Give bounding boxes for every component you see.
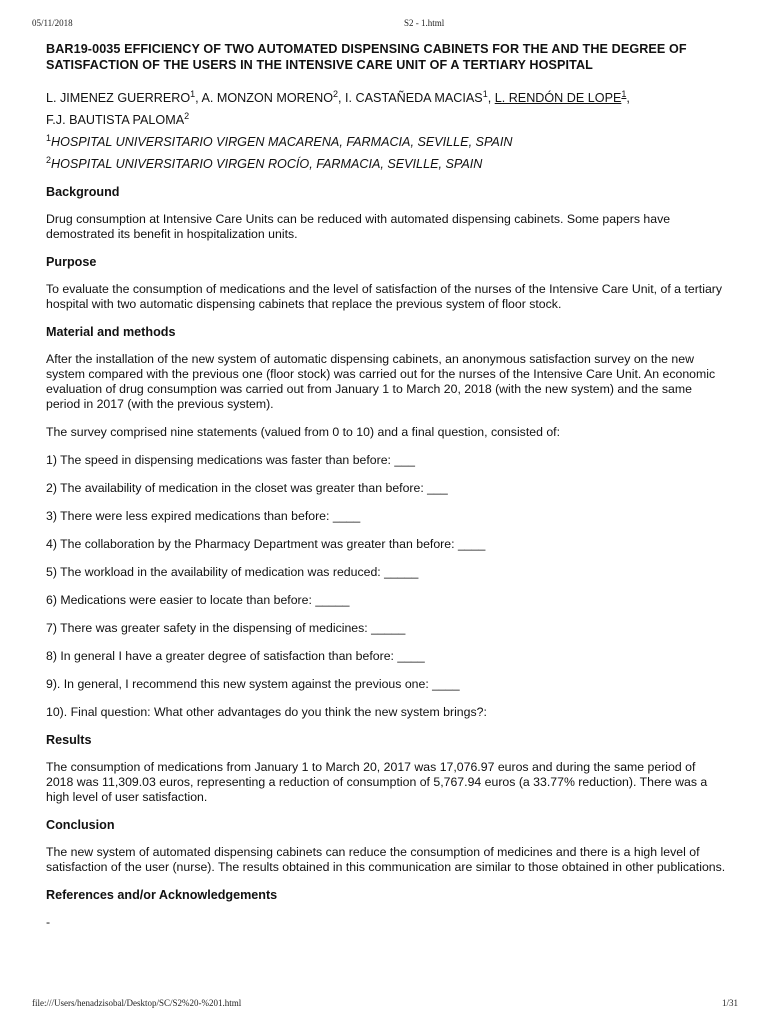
affiliation: $^2$HOSPITAL UNIVERSITARIO VIRGEN ROCÍO, FARMACIA, SEVILLE, SPAIN [46,155,483,171]
purpose-heading: Purpose [46,255,97,269]
survey-question: 8) In general I have a greater degree of satisfaction than before: ____ [46,649,425,663]
author: L. JIMENEZ GUERRERO$^1$, [46,89,202,105]
methods-heading: Material and methods [46,325,176,339]
survey-question: 10). Final question: What other advantages do you think the new system brings?: [46,705,487,719]
methods-text: After the installation of the new system of automatic dispensing cabinets, an anonymous satisfaction survey on the new system compared with the previous one (floor stock) was carried out for the nurses of the Intensive Care Unit. An economic evaluation of drug consumption was carried out from January 1 to March 20, 2018 (with the new system) and the same period in 2017 (with the previous system). [46,352,716,411]
conclusion-text: The new system of automated dispensing cabinets can reduce the consumption of medicines and there is a high level of satisfaction of the user (nurse). The results obtained in this communication are similar to those obtained in other publications. [46,845,726,874]
author: I. CASTAÑEDA MACIAS$^1$, [345,89,495,105]
author-list [46,85,726,129]
references-heading: References and/or Acknowledgements [46,888,278,902]
survey-question: 7) There was greater safety in the dispensing of medicines: _____ [46,621,406,635]
print-date: 05/11/2018 [32,18,73,28]
survey-question: 3) There were less expired medications than before: ____ [46,509,361,523]
survey-question: 5) The workload in the availability of medication was reduced: _____ [46,565,419,579]
background-heading: Background [46,185,120,199]
abstract [46,42,726,943]
conclusion-heading: Conclusion [46,818,115,832]
background-text: Drug consumption at Intensive Care Units can be reduced with automated dispensing cabinets. Some papers have demostrated its benefit in hospitalization units. [46,212,671,241]
abstract-title: BAR19-0035 EFFICIENCY OF TWO AUTOMATED DISPENSING CABINETS FOR THE AND THE DEGREE OF SATISFACTION OF THE USERS IN THE INTENSIVE CARE UNIT OF A TERTIARY HOSPITAL [46,42,687,72]
print-title: S2 - 1.html [404,18,445,28]
affiliation: $^1$HOSPITAL UNIVERSITARIO VIRGEN MACARENA, FARMACIA, SEVILLE, SPAIN [46,133,513,149]
print-header [32,8,738,28]
results-heading: Results [46,733,92,747]
author: A. MONZON MORENO$^2$, [201,89,346,105]
purpose-text: To evaluate the consumption of medications and the level of satisfaction of the nurses of the Intensive Care Unit, of a tertiary hospital with two automatic dispensing cabinets that replace the previous system of floor stock. [46,282,723,311]
survey-question: 1) The speed in dispensing medications was faster than before: ___ [46,453,415,467]
references-text: - [46,915,51,929]
file-url: file:///Users/henadzisobal/Desktop/SC/S2%20-%201.html [32,998,242,1008]
survey-question: 9). In general, I recommend this new system against the previous one: ____ [46,677,460,691]
survey-question: 2) The availability of medication in the closet was greater than before: ___ [46,481,448,495]
methods-survey-intro: The survey comprised nine statements (valued from 0 to 10) and a final question, consisted of: [46,425,561,439]
author: F.J. BAUTISTA PALOMA$^2$ [46,111,190,127]
print-footer [32,998,738,1012]
survey-question: 4) The collaboration by the Pharmacy Department was greater than before: ____ [46,537,486,551]
survey-question: 6) Medications were easier to locate than before: _____ [46,593,350,607]
author-presenting: L. RENDÓN DE LOPE$^1$, [494,89,630,105]
page-number: 1/31 [721,998,738,1008]
results-text: The consumption of medications from January 1 to March 20, 2017 was 17,076.97 euros and during the same period of 2018 was 11,309.03 euros, representing a reduction of consumption of 5,767.94 euros (a 33.77% reduction). There was a high level of user satisfaction. [46,760,708,804]
